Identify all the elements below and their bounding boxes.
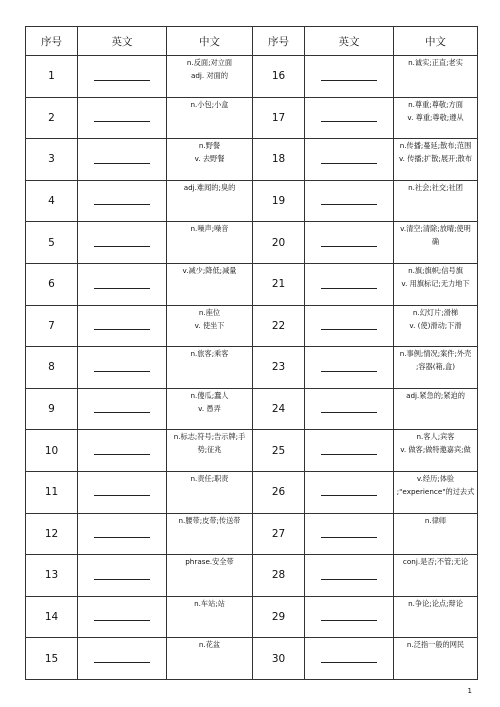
- chinese-meaning: [167, 388, 253, 430]
- word-number: 7: [26, 305, 78, 347]
- english-answer-blank[interactable]: [305, 513, 394, 555]
- word-number: 19: [253, 180, 305, 222]
- header-chinese: 中文: [167, 27, 253, 56]
- table-row: [26, 263, 478, 305]
- chinese-meaning: [167, 263, 253, 305]
- chinese-meaning: [394, 139, 478, 181]
- meaning-line: v. (使)滑动;下滑: [409, 320, 462, 330]
- meaning-line: n.车站;站: [194, 598, 225, 608]
- english-answer-blank[interactable]: [78, 555, 167, 597]
- english-answer-blank[interactable]: [78, 222, 167, 264]
- chinese-meaning: [394, 388, 478, 430]
- chinese-meaning: [394, 263, 478, 305]
- english-answer-blank[interactable]: [305, 139, 394, 181]
- chinese-meaning: [394, 305, 478, 347]
- answer-underline: [94, 121, 150, 122]
- answer-underline: [321, 662, 377, 663]
- chinese-meaning: [394, 222, 478, 264]
- word-number: 10: [26, 430, 78, 472]
- table-row: [26, 513, 478, 555]
- answer-underline: [94, 495, 150, 496]
- chinese-meaning: [167, 638, 253, 680]
- table-row: [26, 347, 478, 389]
- answer-underline: [94, 163, 150, 164]
- chinese-meaning: [167, 97, 253, 139]
- page-number: 1: [467, 687, 472, 695]
- table-row: [26, 471, 478, 513]
- word-number: 25: [253, 430, 305, 472]
- meaning-line: 势;征兆: [197, 445, 222, 455]
- meaning-line: v.减少;降低;减量: [182, 265, 237, 275]
- chinese-meaning: [394, 430, 478, 472]
- english-answer-blank[interactable]: [305, 222, 394, 264]
- chinese-meaning: [394, 347, 478, 389]
- meaning-line: n.小包;小盒: [190, 99, 229, 109]
- answer-underline: [321, 454, 377, 455]
- word-number: 5: [26, 222, 78, 264]
- meaning-line: n.反面;对立面: [186, 58, 233, 67]
- word-number: 8: [26, 347, 78, 389]
- meaning-line: v. 使坐下: [194, 320, 225, 330]
- meaning-line: n.律师: [424, 515, 447, 525]
- answer-underline: [321, 80, 377, 81]
- word-number: 4: [26, 180, 78, 222]
- header-row: [26, 27, 478, 56]
- answer-underline: [94, 662, 150, 663]
- english-answer-blank[interactable]: [78, 139, 167, 181]
- chinese-meaning: [394, 471, 478, 513]
- meaning-line: n.噪声;噪音: [190, 224, 229, 234]
- chinese-meaning: [167, 139, 253, 181]
- word-number: 24: [253, 388, 305, 430]
- english-answer-blank[interactable]: [78, 263, 167, 305]
- english-answer-blank[interactable]: [305, 347, 394, 389]
- word-number: 22: [253, 305, 305, 347]
- chinese-meaning: [394, 513, 478, 555]
- chinese-meaning: [167, 596, 253, 638]
- english-answer-blank[interactable]: [78, 430, 167, 472]
- english-answer-blank[interactable]: [78, 388, 167, 430]
- header-chinese: 中文: [394, 27, 478, 56]
- chinese-meaning: [394, 638, 478, 680]
- answer-underline: [94, 537, 150, 538]
- answer-underline: [321, 371, 377, 372]
- english-answer-blank[interactable]: [78, 596, 167, 638]
- english-answer-blank[interactable]: [305, 305, 394, 347]
- english-answer-blank[interactable]: [78, 347, 167, 389]
- chinese-meaning: [167, 347, 253, 389]
- word-number: 6: [26, 263, 78, 305]
- answer-underline: [321, 204, 377, 205]
- header-num: 序号: [253, 27, 305, 56]
- answer-underline: [94, 620, 150, 621]
- chinese-meaning: [394, 56, 478, 98]
- meaning-line: n.诚实;正直;老实: [408, 58, 463, 67]
- chinese-meaning: [394, 180, 478, 222]
- meaning-line: n.尊重;尊敬;方面: [408, 99, 463, 109]
- chinese-meaning: [167, 305, 253, 347]
- meaning-line: n.事例;情况;案件;外壳: [399, 349, 472, 359]
- english-answer-blank[interactable]: [78, 180, 167, 222]
- word-number: 15: [26, 638, 78, 680]
- meaning-line: n.旗;旗帜;信号旗: [408, 265, 463, 275]
- meaning-line: v.清空;清除;放晴;使明: [400, 224, 471, 234]
- answer-underline: [321, 412, 377, 413]
- meaning-line: n.标志;符号;告示牌;手: [173, 432, 246, 442]
- header-english: 英文: [78, 27, 167, 56]
- meaning-line: n.泛指一般的网民: [406, 640, 465, 650]
- table-row: [26, 222, 478, 264]
- word-number: 18: [253, 139, 305, 181]
- answer-underline: [321, 329, 377, 330]
- meaning-line: adj.紧急的;紧迫的: [406, 390, 465, 400]
- chinese-meaning: [394, 97, 478, 139]
- meaning-line: n.传播;蔓延;散布;范围: [399, 141, 472, 151]
- meaning-line: n.争论;论点;辩论: [408, 598, 463, 608]
- english-answer-blank[interactable]: [78, 97, 167, 139]
- answer-underline: [321, 495, 377, 496]
- english-answer-blank[interactable]: [78, 638, 167, 680]
- english-answer-blank[interactable]: [78, 471, 167, 513]
- word-number: 21: [253, 263, 305, 305]
- table-row: [26, 56, 478, 98]
- english-answer-blank[interactable]: [78, 56, 167, 98]
- meaning-line: n.花盆: [198, 640, 221, 650]
- meaning-line: v. 去野餐: [194, 154, 225, 164]
- meaning-line: n.旅客;乘客: [190, 349, 229, 359]
- chinese-meaning: [167, 222, 253, 264]
- header-english: 英文: [305, 27, 394, 56]
- english-answer-blank[interactable]: [305, 263, 394, 305]
- meaning-line: conj.是否;不管;无论: [402, 557, 469, 567]
- word-number: 16: [253, 56, 305, 98]
- answer-underline: [94, 80, 150, 81]
- table-row: [26, 139, 478, 181]
- answer-underline: [94, 329, 150, 330]
- word-number: 9: [26, 388, 78, 430]
- meaning-line: n.腰带;皮带;传送带: [178, 515, 241, 525]
- meaning-line: ;"experience"的过去式: [396, 486, 475, 496]
- english-answer-blank[interactable]: [78, 305, 167, 347]
- chinese-meaning: [167, 471, 253, 513]
- answer-underline: [94, 204, 150, 205]
- word-number: 2: [26, 97, 78, 139]
- meaning-line: n.野餐: [198, 141, 221, 151]
- english-answer-blank[interactable]: [305, 638, 394, 680]
- meaning-line: v. 做客;做特邀嘉宾;做: [400, 445, 471, 455]
- meaning-line: v.经历;体验: [416, 473, 455, 483]
- word-number: 27: [253, 513, 305, 555]
- table-row: [26, 305, 478, 347]
- vocabulary-table: [25, 26, 478, 680]
- meaning-line: v. 尊重;尊敬;遵从: [407, 112, 464, 122]
- meaning-line: n.傻瓜;蠢人: [190, 390, 229, 400]
- word-number: 1: [26, 56, 78, 98]
- chinese-meaning: [394, 555, 478, 597]
- answer-underline: [321, 163, 377, 164]
- english-answer-blank[interactable]: [78, 513, 167, 555]
- word-number: 28: [253, 555, 305, 597]
- chinese-meaning: [167, 430, 253, 472]
- answer-underline: [321, 121, 377, 122]
- chinese-meaning: [167, 180, 253, 222]
- word-number: 23: [253, 347, 305, 389]
- chinese-meaning: [167, 555, 253, 597]
- word-number: 12: [26, 513, 78, 555]
- meaning-line: v. 用旗标记;无力地下: [401, 278, 470, 288]
- word-number: 3: [26, 139, 78, 181]
- answer-underline: [94, 412, 150, 413]
- word-number: 11: [26, 471, 78, 513]
- answer-underline: [321, 620, 377, 621]
- answer-underline: [321, 537, 377, 538]
- meaning-line: adj. 对面的: [190, 71, 229, 80]
- header-num: 序号: [26, 27, 78, 56]
- english-answer-blank[interactable]: [305, 471, 394, 513]
- word-number: 13: [26, 555, 78, 597]
- meaning-line: adj.难闻的;臭的: [183, 182, 236, 192]
- table-row: [26, 430, 478, 472]
- meaning-line: n.座位: [198, 307, 221, 317]
- meaning-line: n.幻灯片;滑梯: [412, 307, 459, 317]
- word-number: 17: [253, 97, 305, 139]
- table-row: [26, 97, 478, 139]
- meaning-line: n.社会;社交;社团: [408, 182, 463, 192]
- answer-underline: [94, 371, 150, 372]
- english-answer-blank[interactable]: [305, 97, 394, 139]
- word-number: 14: [26, 596, 78, 638]
- word-number: 26: [253, 471, 305, 513]
- english-answer-blank[interactable]: [305, 388, 394, 430]
- answer-underline: [94, 454, 150, 455]
- table-row: [26, 388, 478, 430]
- answer-underline: [321, 288, 377, 289]
- chinese-meaning: [167, 56, 253, 98]
- english-answer-blank[interactable]: [305, 555, 394, 597]
- word-number: 20: [253, 222, 305, 264]
- meaning-line: ;容器(箱,盒): [415, 362, 456, 372]
- answer-underline: [94, 288, 150, 289]
- table-row: [26, 180, 478, 222]
- meaning-line: n.责任;职责: [190, 473, 229, 483]
- word-number: 30: [253, 638, 305, 680]
- meaning-line: n.客人;宾客: [416, 432, 455, 442]
- english-answer-blank[interactable]: [305, 56, 394, 98]
- meaning-line: 确: [431, 237, 440, 247]
- table-row: [26, 555, 478, 597]
- answer-underline: [94, 579, 150, 580]
- answer-underline: [94, 246, 150, 247]
- answer-underline: [321, 579, 377, 580]
- meaning-line: v. 愚弄: [198, 403, 221, 413]
- meaning-line: v. 传播;扩散;展开;散布: [398, 154, 473, 164]
- answer-underline: [321, 246, 377, 247]
- chinese-meaning: [167, 513, 253, 555]
- english-answer-blank[interactable]: [305, 430, 394, 472]
- table-row: [26, 596, 478, 638]
- english-answer-blank[interactable]: [305, 180, 394, 222]
- english-answer-blank[interactable]: [305, 596, 394, 638]
- table-row: [26, 638, 478, 680]
- word-number: 29: [253, 596, 305, 638]
- chinese-meaning: [394, 596, 478, 638]
- meaning-line: phrase.安全带: [185, 557, 234, 567]
